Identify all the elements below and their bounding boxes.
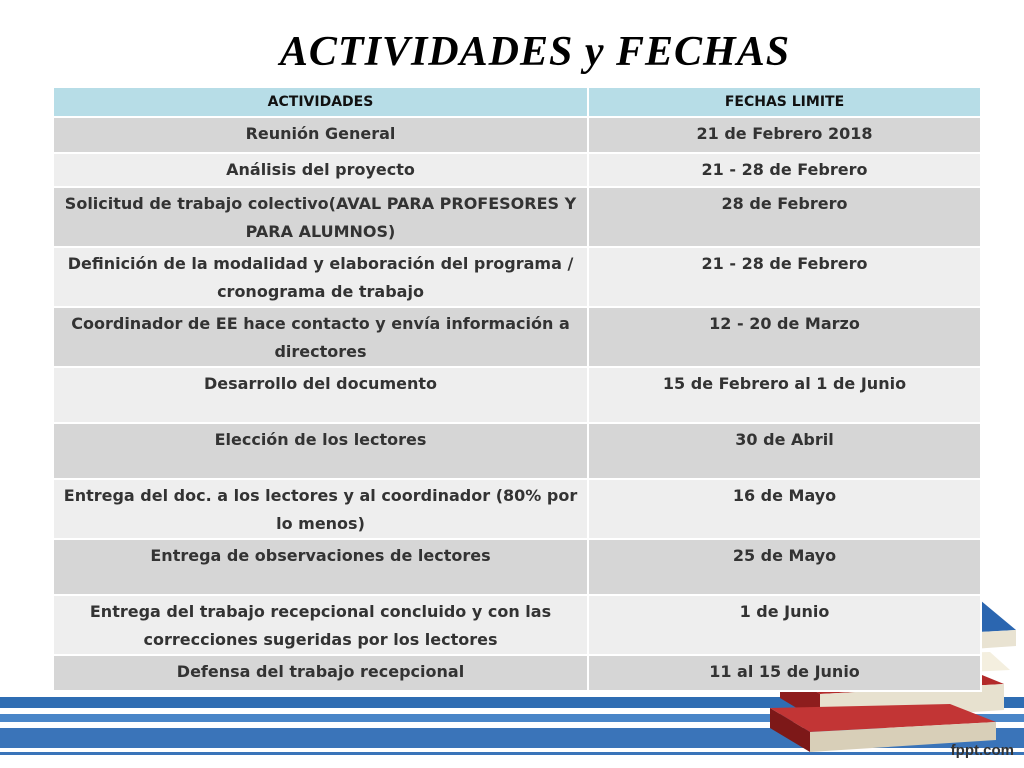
table-row [53,423,981,479]
date-cell: 25 de Mayo [588,539,981,595]
activity-cell: Entrega de observaciones de lectores [53,539,588,595]
date-cell: 21 de Febrero 2018 [588,117,981,153]
table-row [53,539,981,595]
table-header-row [53,87,981,117]
table-row [53,367,981,423]
date-cell: 16 de Mayo [588,479,981,539]
activity-cell: Solicitud de trabajo colectivo(AVAL PARA PROFESORES Y PARA ALUMNOS) [53,187,588,247]
activity-cell: Definición de la modalidad y elaboración del programa / cronograma de trabajo [53,247,588,307]
table-row [53,479,981,539]
date-cell: 21 - 28 de Febrero [588,247,981,307]
date-cell: 11 al 15 de Junio [588,655,981,691]
table-row [53,187,981,247]
table-row [53,307,981,367]
activity-cell: Desarrollo del documento [53,367,588,423]
date-cell: 28 de Febrero [588,187,981,247]
activity-cell: Coordinador de EE hace contacto y envía información a directores [53,307,588,367]
slide-title: ACTIVIDADES y FECHAS [279,29,791,75]
header-activities: ACTIVIDADES [53,87,588,117]
table-row [53,247,981,307]
date-cell: 12 - 20 de Marzo [588,307,981,367]
activity-cell: Entrega del trabajo recepcional concluido y con las correcciones sugeridas por los lectores [53,595,588,655]
activity-cell: Entrega del doc. a los lectores y al coordinador (80% por lo menos) [53,479,588,539]
activity-cell: Análisis del proyecto [53,153,588,187]
activity-cell: Defensa del trabajo recepcional [53,655,588,691]
table-row [53,595,981,655]
date-cell: 21 - 28 de Febrero [588,153,981,187]
table-row [53,153,981,187]
date-cell: 15 de Febrero al 1 de Junio [588,367,981,423]
table-row [53,655,981,691]
activity-cell: Elección de los lectores [53,423,588,479]
date-cell: 30 de Abril [588,423,981,479]
activities-table [52,86,982,692]
table-row [53,117,981,153]
brand-logo-text: fppt.com [950,742,1014,759]
header-deadlines: FECHAS LIMITE [588,87,981,117]
date-cell: 1 de Junio [588,595,981,655]
activity-cell: Reunión General [53,117,588,153]
